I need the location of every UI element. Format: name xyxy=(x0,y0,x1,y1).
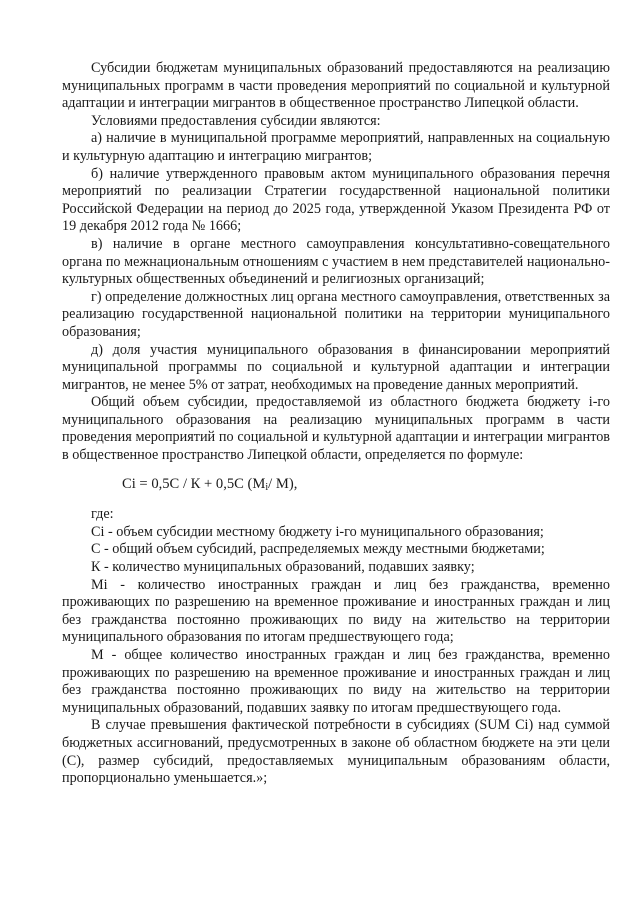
definition-k: К - количество муниципальных образований, подавших заявку; xyxy=(91,559,475,576)
paragraph-condition-d: д) доля участия муниципального образования в финансировании мероприятий муниципальной программы по социальной и культурной адаптации и интеграции мигрантов, не менее 5% от затрат, необходимых на проведение данных мероприятий. xyxy=(62,341,610,393)
paragraph-condition-v: в) наличие в органе местного самоуправления консультативно-совещательного органа по межнациональным отношениям с участием в нем представителей национально-культурных общественных объединений и религиозных организаций; xyxy=(62,235,610,288)
definition-c: C - общий объем субсидий, распределяемых между местными бюджетами; xyxy=(91,541,545,558)
paragraph-condition-g: г) определение должностных лиц органа местного самоуправления, ответственных за реализацию государственной национальной политики на территории муниципального образования; xyxy=(62,288,610,340)
definition-ci: Ci - объем субсидии местному бюджету i-го муниципального образования; xyxy=(91,523,544,540)
definition-mi: Mi - количество иностранных граждан и лиц без гражданства, временно проживающих по разрешению на временное проживание и иностранных граждан и лиц без гражданства постоянно проживающих по виду на жительство на территории муниципального образования по итогам предшествующего года; xyxy=(62,576,610,646)
formula-right: / M), xyxy=(268,475,298,492)
definitions-where: где: xyxy=(91,506,114,523)
formula-subscript: i xyxy=(265,481,269,493)
definition-m: M - общее количество иностранных граждан и лиц без гражданства, временно проживающих по разрешению на временное проживание и иностранных граждан и лиц без гражданства постоянно проживающих по виду на жительство на территории муниципальных образований, подавших заявку по итогам предшествующего года. xyxy=(62,647,610,716)
formula-left: Ci = 0,5C / К + 0,5C (M xyxy=(122,475,266,492)
paragraph-conditions-intro: Условиями предоставления субсидии являются: xyxy=(91,112,381,129)
paragraph-condition-a: а) наличие в муниципальной программе мероприятий, направленных на социальную и культурную адаптацию и интеграцию мигрантов; xyxy=(62,130,610,164)
paragraph-total-volume: Общий объем субсидии, предоставляемой из областного бюджета бюджету i-го муниципального образования на реализацию муниципальных программ в части проведения мероприятий по социальной и культурной адаптации и интеграции мигрантов в общественное пространство Липецкой области, определяется по формуле: xyxy=(62,394,610,464)
paragraph-subsidies-purpose: Субсидии бюджетам муниципальных образований предоставляются на реализацию муниципальных программ в части проведения мероприятий по социальной и культурной адаптации и интеграции мигрантов в общественное пространство Липецкой области. xyxy=(62,60,610,112)
paragraph-closing: В случае превышения фактической потребности в субсидиях (SUM Ci) над суммой бюджетных ассигнований, предусмотренных в законе об областном бюджете на эти цели (C), размер субсидий, предоставляемых муниципальным образованиям области, пропорционально уменьшается.»; xyxy=(62,717,610,787)
subsidy-formula xyxy=(62,476,610,494)
paragraph-condition-b: б) наличие утвержденного правовым актом муниципального образования перечня мероприятий по реализации Стратегии государственной национальной политики Российской Федерации на период до 2025 года, утвержденной Указом Президента РФ от 19 декабря 2012 года № 1666; xyxy=(62,165,610,235)
document-page xyxy=(62,60,610,788)
